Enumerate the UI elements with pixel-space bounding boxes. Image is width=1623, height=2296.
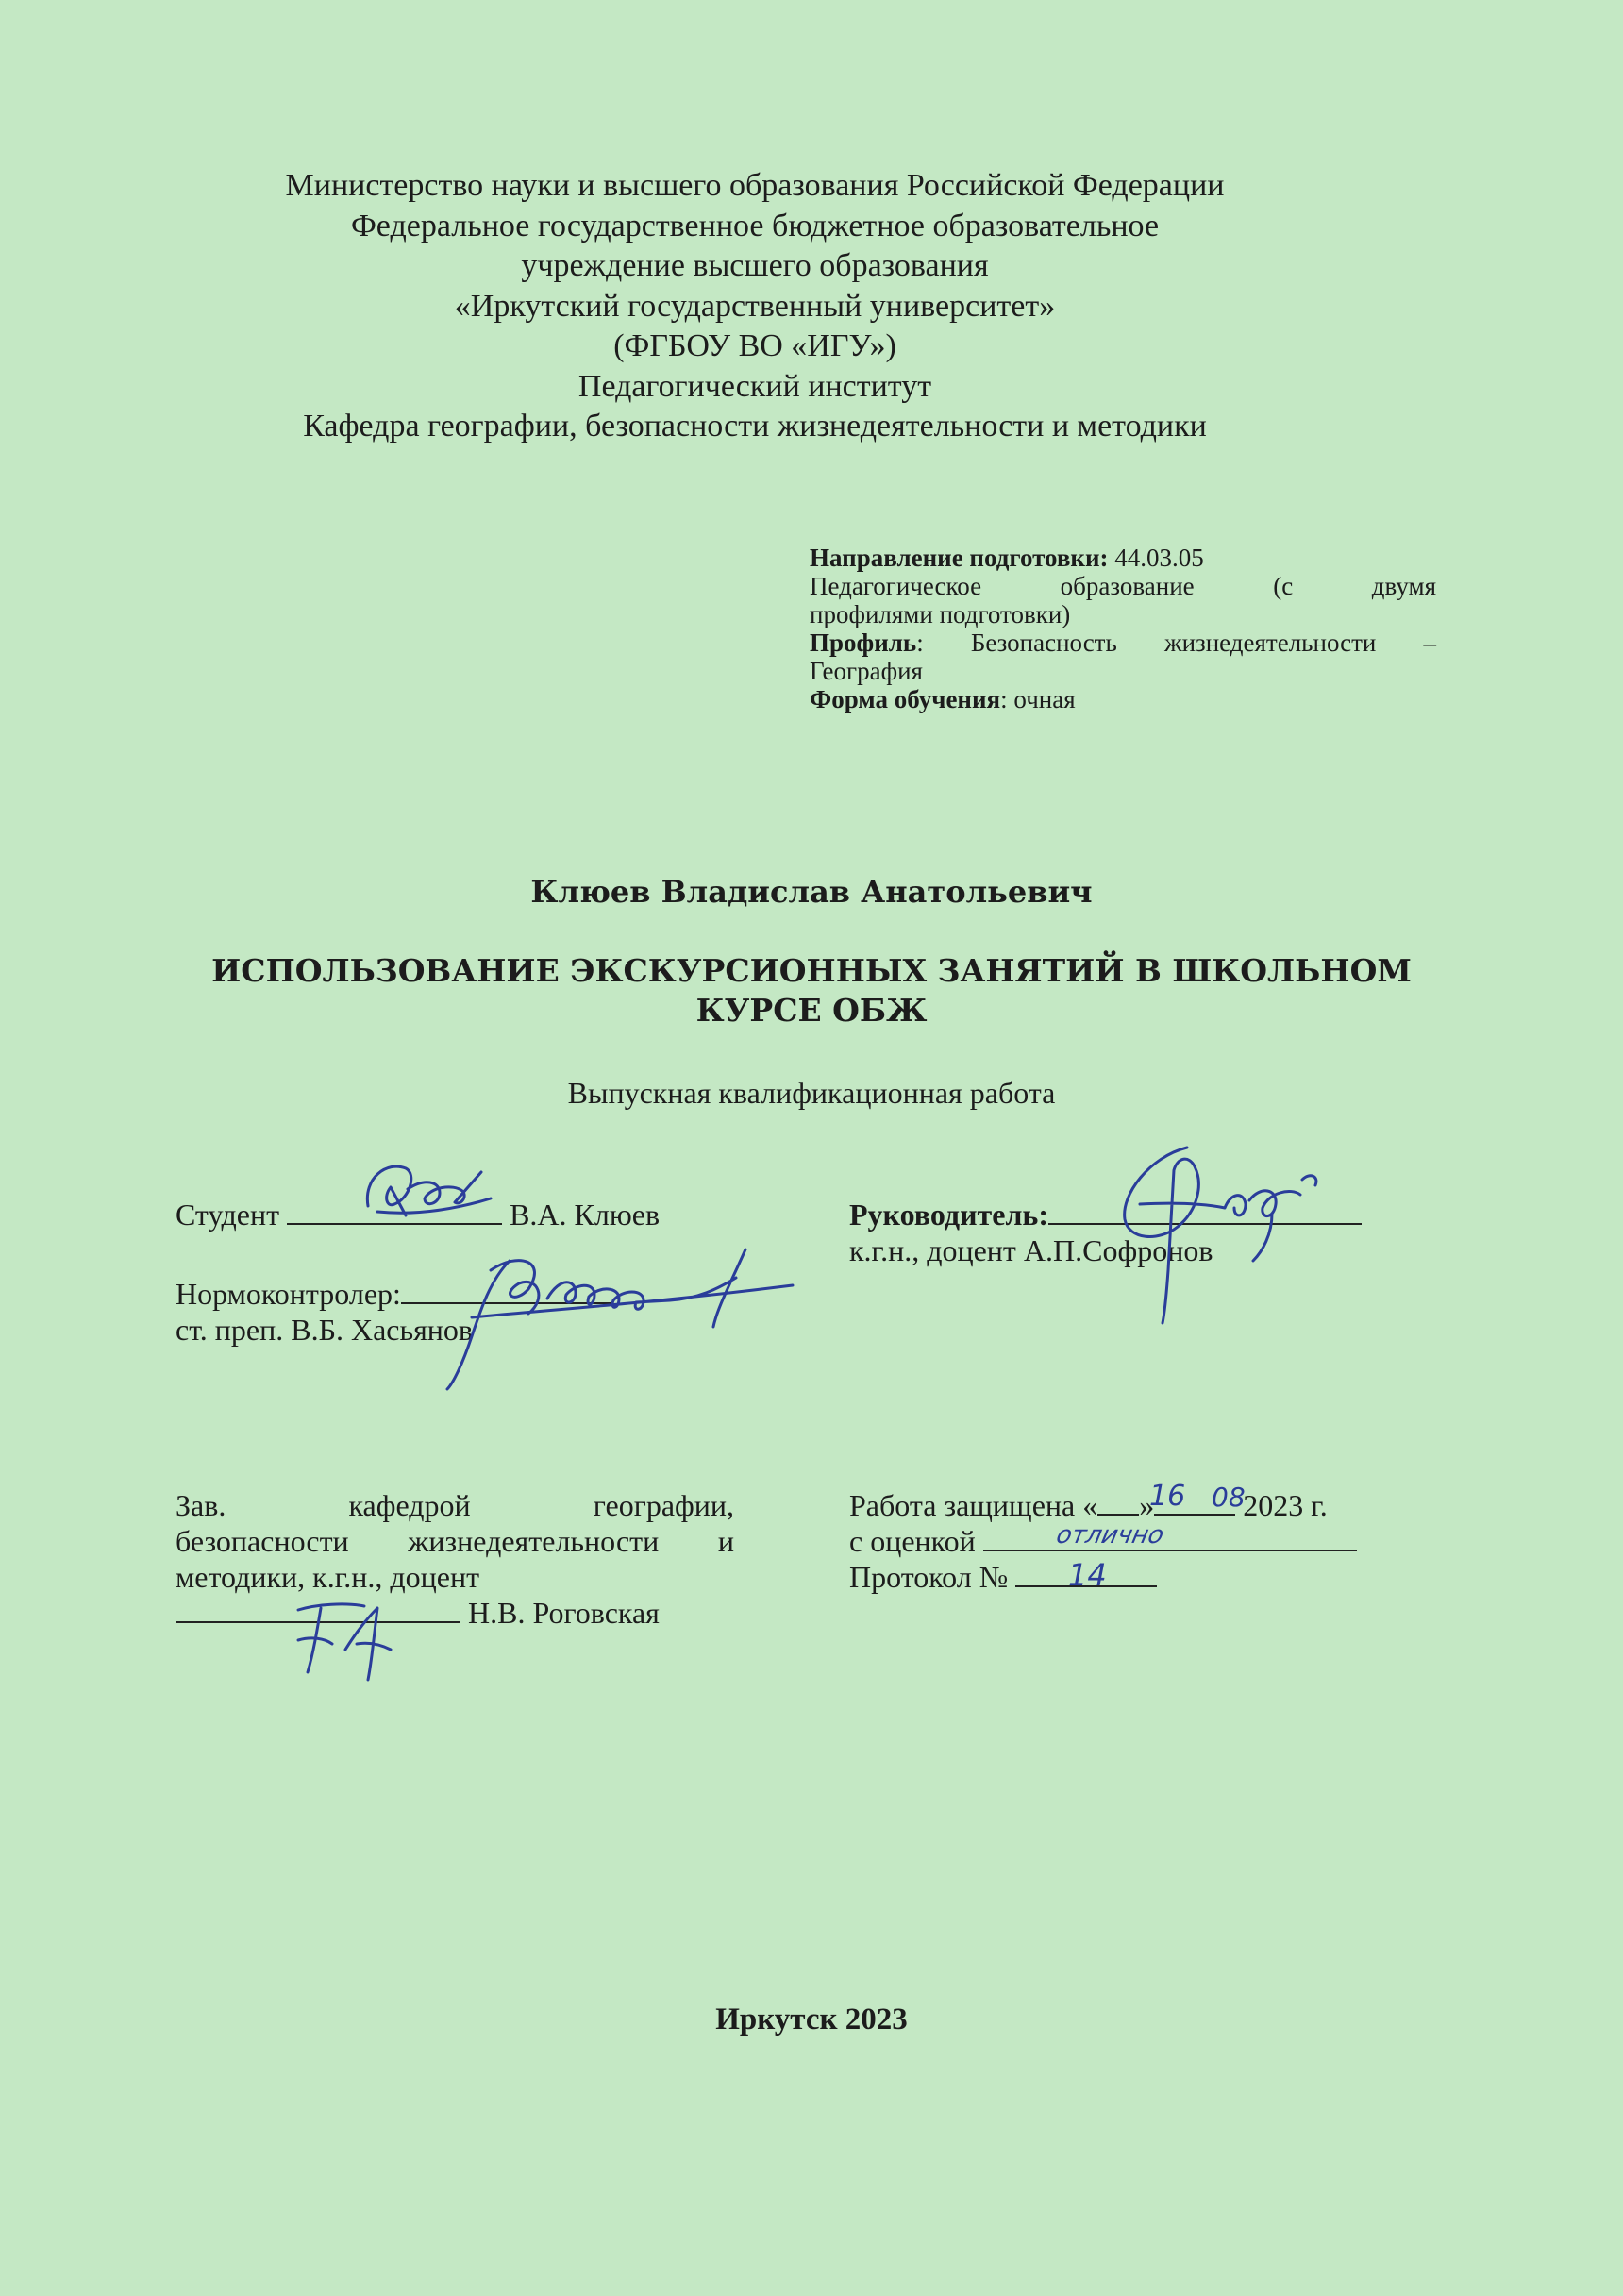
department-name: Кафедра географии, безопасности жизнедеятельности и методики bbox=[303, 409, 1207, 444]
direction-label: Направление подготовки: bbox=[810, 544, 1109, 572]
form-text: : очная bbox=[1000, 685, 1076, 713]
student-label: Студент bbox=[176, 1198, 280, 1232]
department-head-block bbox=[176, 1487, 734, 1631]
student-line bbox=[176, 1197, 660, 1232]
institution-type-line-2: учреждение высшего образования bbox=[521, 248, 989, 283]
normcontroller-signature-line bbox=[401, 1276, 611, 1304]
form-label: Форма обучения bbox=[810, 685, 1001, 713]
profile-line bbox=[810, 628, 1436, 657]
supervisor-label: Руководитель: bbox=[849, 1198, 1048, 1232]
supervisor-signature-line bbox=[1048, 1197, 1362, 1225]
ministry-line: Министерство науки и высшего образования Российской Федерации bbox=[285, 168, 1225, 203]
profile-label: Профиль bbox=[810, 628, 917, 657]
student-name: В.А. Клюев bbox=[510, 1198, 661, 1232]
thesis-title bbox=[170, 951, 1453, 1031]
department-head-line-2: безопасности жизнедеятельности и bbox=[176, 1524, 734, 1558]
program-info bbox=[810, 544, 1436, 713]
defense-prefix: Работа защищена « bbox=[849, 1488, 1098, 1522]
institution-header bbox=[170, 166, 1340, 447]
defense-day-line bbox=[1097, 1487, 1139, 1516]
direction-text-2: профилями подготовки) bbox=[810, 600, 1071, 628]
department-head-line-1: Зав. кафедрой географии, bbox=[176, 1488, 734, 1522]
handwritten-month: 08 bbox=[1212, 1482, 1246, 1513]
supervisor-name: к.г.н., доцент А.П.Софронов bbox=[849, 1233, 1213, 1267]
institute-name: Педагогический институт bbox=[577, 368, 932, 404]
work-type: Выпускная квалификационная работа bbox=[567, 1076, 1056, 1110]
department-head-name: Н.В. Роговская bbox=[468, 1596, 660, 1630]
department-head-signature-line bbox=[176, 1595, 460, 1623]
normcontroller-block bbox=[176, 1276, 611, 1348]
direction-code: 44.03.05 bbox=[1108, 544, 1204, 572]
form-line bbox=[810, 685, 1436, 713]
defense-protocol-label: Протокол № bbox=[849, 1560, 1009, 1594]
department-head-line-3: методики, к.г.н., доцент bbox=[176, 1560, 480, 1594]
defense-year: 2023 г. bbox=[1243, 1488, 1328, 1522]
university-abbr: (ФГБОУ ВО «ИГУ») bbox=[613, 328, 896, 363]
handwritten-protocol-number: 14 bbox=[1068, 1557, 1107, 1593]
defense-grade-label: с оценкой bbox=[849, 1524, 976, 1558]
thesis-title-line-2: КУРСЕ ОБЖ bbox=[695, 992, 928, 1029]
defense-grade-underline bbox=[983, 1523, 1357, 1551]
profile-text-1: : Безопасность жизнедеятельности – bbox=[916, 628, 1436, 657]
direction-text-1: Педагогическое образование (с двумя bbox=[810, 572, 1436, 600]
handwritten-grade: отлично bbox=[1053, 1521, 1167, 1550]
profile-text-2: География bbox=[810, 657, 923, 685]
thesis-title-line-1: ИСПОЛЬЗОВАНИЕ ЭКСКУРСИОННЫХ ЗАНЯТИЙ В ШКОЛЬНОМ bbox=[211, 952, 1412, 989]
city-year: Иркутск 2023 bbox=[715, 2003, 908, 2036]
student-signature-line bbox=[287, 1197, 502, 1225]
normcontroller-label: Нормоконтролер: bbox=[176, 1277, 401, 1311]
normcontroller-name: ст. преп. В.Б. Хасьянов bbox=[176, 1313, 474, 1347]
university-name: «Иркутский государственный университет» bbox=[454, 288, 1056, 324]
handwritten-day: 16 bbox=[1149, 1480, 1186, 1513]
author-name: Клюев Владислав Анатольевич bbox=[530, 874, 1093, 910]
direction-line bbox=[810, 544, 1436, 572]
institution-type-line: Федеральное государственное бюджетное образовательное bbox=[350, 208, 1160, 243]
supervisor-block bbox=[849, 1197, 1362, 1268]
defense-date-line: Работа защищена « » 2023 г. bbox=[849, 1488, 1328, 1522]
